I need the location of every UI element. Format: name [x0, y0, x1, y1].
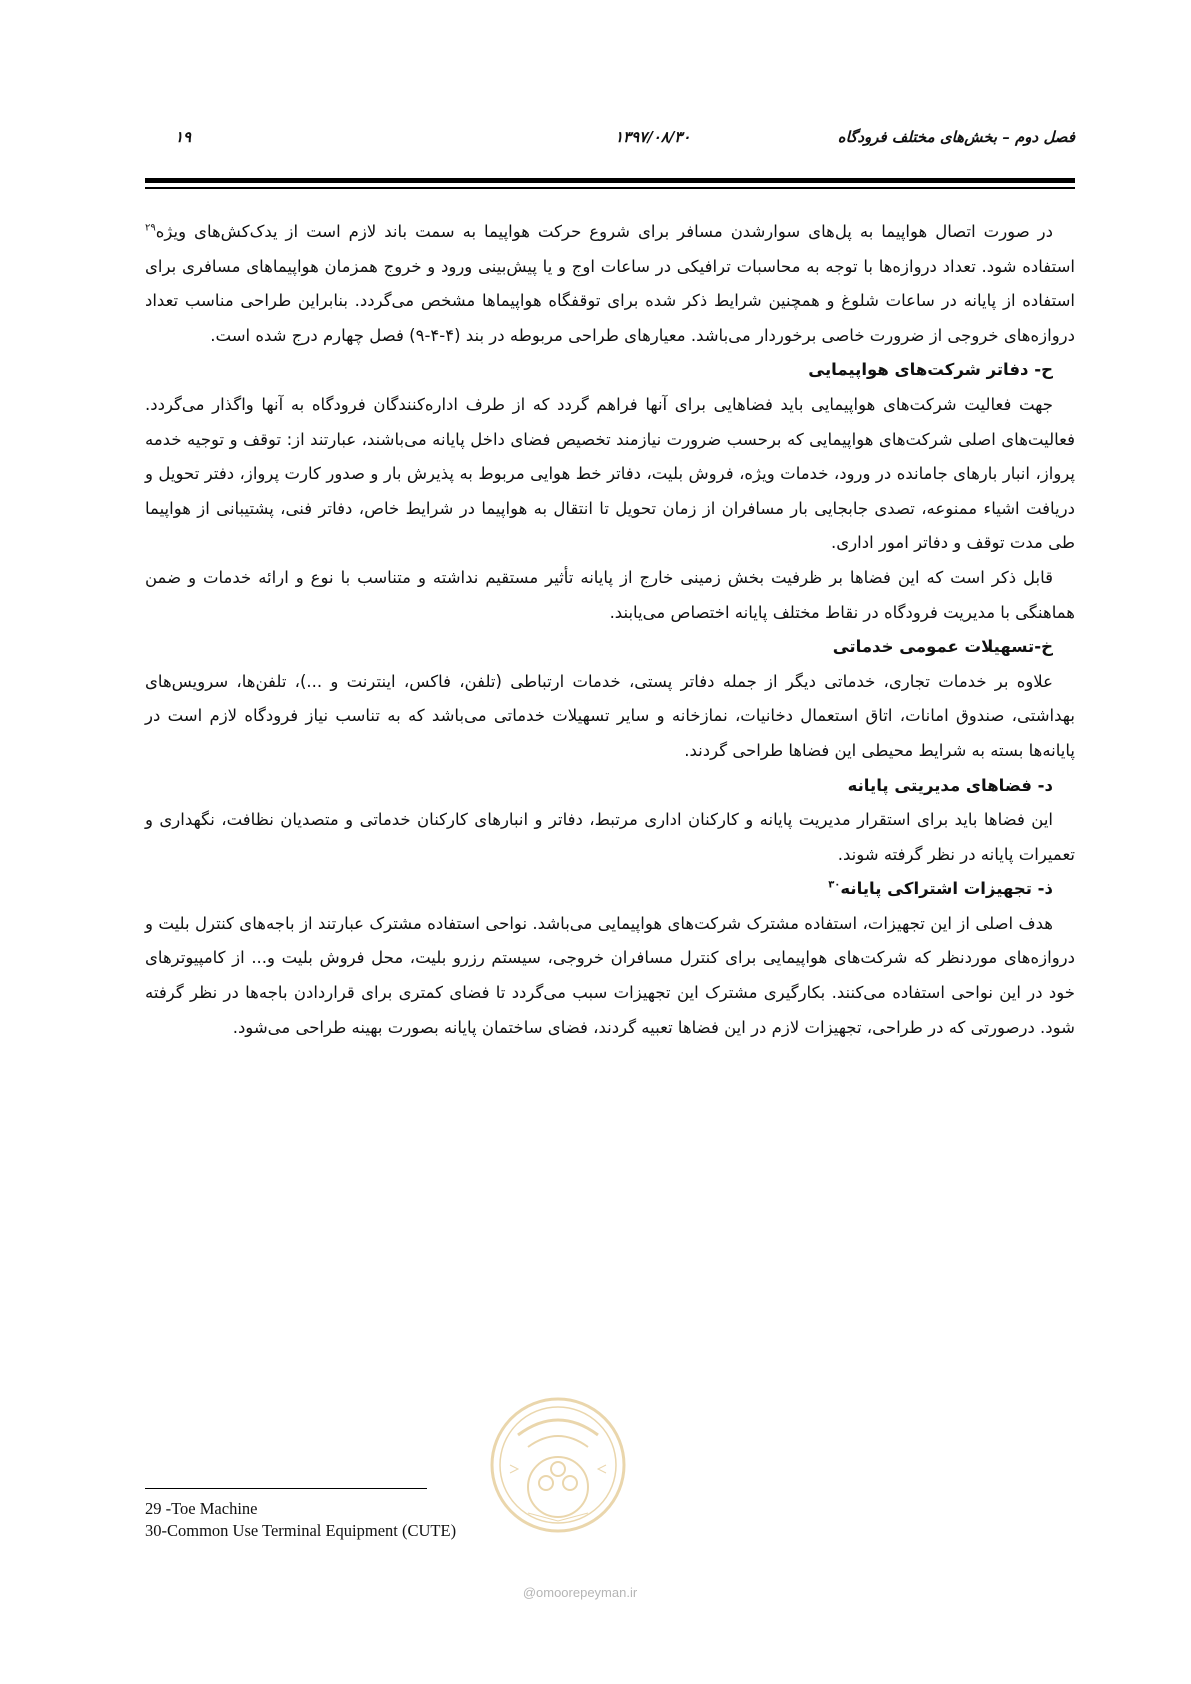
heading-airline-offices: ح- دفاتر شرکت‌های هواپیمایی	[808, 360, 1053, 380]
footnote-29: 29 -Toe Machine	[145, 1499, 258, 1518]
footnotes	[145, 1498, 745, 1542]
footnote-30: 30-Common Use Terminal Equipment (CUTE)	[145, 1521, 457, 1540]
paragraph-gates-tail: استفاده شود. تعداد دروازه‌ها با توجه به محاسبات ترافیکی در ساعات اوج و یا پیش‌بینی ورود و خروج همزمان هواپیماهای مسافری برای استفاده از پایانه در ساعات شلوغ و همچنین شرایط ذکر شده برای توقفگاه هواپیماها مشخص می‌گردد. بنابراین طراحی مناسب تعداد دروازه‌های خروجی از ضرورت خاصی برخوردار می‌باشد. معیارهای طراحی مربوطه در بند (۴-۴-۹) فصل چهارم درج شده است.	[145, 256, 1075, 345]
paragraph-terminal-management: این فضاها باید برای استقرار مدیریت پایانه و کارکنان اداری مرتبط، دفاتر و انبارهای کارکنان خدماتی و متصدیان نظافت، نگهداری و تعمیرات پایانه در نظر گرفته شوند.	[145, 810, 1075, 864]
page-header	[145, 128, 1075, 154]
page-number: ۱۹	[175, 128, 192, 146]
heading-public-services: خ-تسهیلات عمومی خدماتی	[832, 637, 1053, 657]
heading-shared-equipment	[145, 872, 1075, 907]
paragraph-shared-equipment: هدف اصلی از این تجهیزات، استفاده مشترک شرکت‌های هواپیمایی می‌باشد. نواحی استفاده مشترک عبارتند از باجه‌های کنترل بلیت و دروازه‌های موردنظر که شرکت‌های هواپیمایی برای کنترل مسافران خروجی، سیستم رزرو بلیت، محل فروش بلیت و... از کامپیوترهای خود در این نواحی استفاده می‌کنند. بکارگیری مشترک این تجهیزات سبب می‌گردد تا فضای کمتری برای قراردادن باجه‌ها در نظر گرفته شود. درصورتی که در طراحی، تجهیزات لازم در این فضاها تعبیه گردند، فضای ساختمان پایانه بصورت بهینه طراحی می‌شود.	[145, 913, 1075, 1037]
paragraph-airline-offices: جهت فعالیت شرکت‌های هواپیمایی باید فضاهایی برای آنها فراهم گردد که از طرف اداره‌کنندگان فرودگاه به آنها واگذار می‌گردد. فعالیت‌های اصلی شرکت‌های هواپیمایی که برحسب ضرورت نیازمند تخصیص فضای داخل پایانه می‌باشند، عبارتند از: توقف و توجیه خدمه پرواز، انبار بارهای جامانده در ورود، خدمات ویژه، فروش بلیت، دفاتر خط هوایی مربوط به پذیرش بار و صدور کارت پرواز، دفتر تحویل و دریافت اشیاء ممنوعه، تصدی جابجایی بار مسافران از زمان تحویل تا انتقال به هواپیما در شرایط خاص، دفاتر فنی، پشتیبانی از هواپیما طی مدت توقف و دفاتر امور اداری.	[145, 394, 1075, 553]
heading-terminal-management: د- فضاهای مدیریتی پایانه	[847, 775, 1053, 795]
footnote-separator	[145, 1488, 427, 1489]
footnote-ref-29: ۲۹	[145, 222, 156, 234]
paragraph-airline-capacity: قابل ذکر است که این فضاها بر ظرفیت بخش زمینی خارج از پایانه تأثیر مستقیم نداشته و متناسب با نوع و ارائه خدمات و ضمن هماهنگی با مدیریت فرودگاه در نقاط مختلف پایانه اختصاص می‌یابند.	[145, 567, 1075, 622]
header-rule-thin	[145, 187, 1075, 189]
paragraph-gates	[145, 215, 1075, 353]
paragraph-gates-lead: در صورت اتصال هواپیما به پل‌های سوارشدن مسافر برای شروع حرکت هواپیما به سمت باند لازم است از یدک‌کش‌های ویژه	[155, 222, 1053, 241]
page-body	[145, 215, 1075, 1045]
watermark-url: @omoorepeyman.ir	[522, 1585, 638, 1600]
footnote-ref-30: ۳۰	[828, 879, 841, 891]
header-date: ۱۳۹۷/۰۸/۳۰	[615, 128, 691, 146]
heading-shared-equipment-text: ذ- تجهیزات اشتراکی پایانه	[840, 879, 1053, 899]
paragraph-public-services: علاوه بر خدمات تجاری، خدماتی دیگر از جمله دفاتر پستی، خدمات ارتباطی (تلفن، فاکس، اینترنت و ...)، تلفن‌ها، سرویس‌های بهداشتی، صندوق امانات، اتاق استعمال دخانیات، نمازخانه و سایر تسهیلات خدماتی می‌باشد که به تناسب نیاز فرودگاه لازم است در پایانه‌ها بسته به شرایط محیطی این فضاها طراحی گردند.	[145, 671, 1075, 760]
watermark-seal-icon	[488, 1395, 628, 1535]
header-rule-thick	[145, 178, 1075, 183]
chapter-title: فصل دوم – بخش‌های مختلف فرودگاه	[837, 128, 1075, 146]
